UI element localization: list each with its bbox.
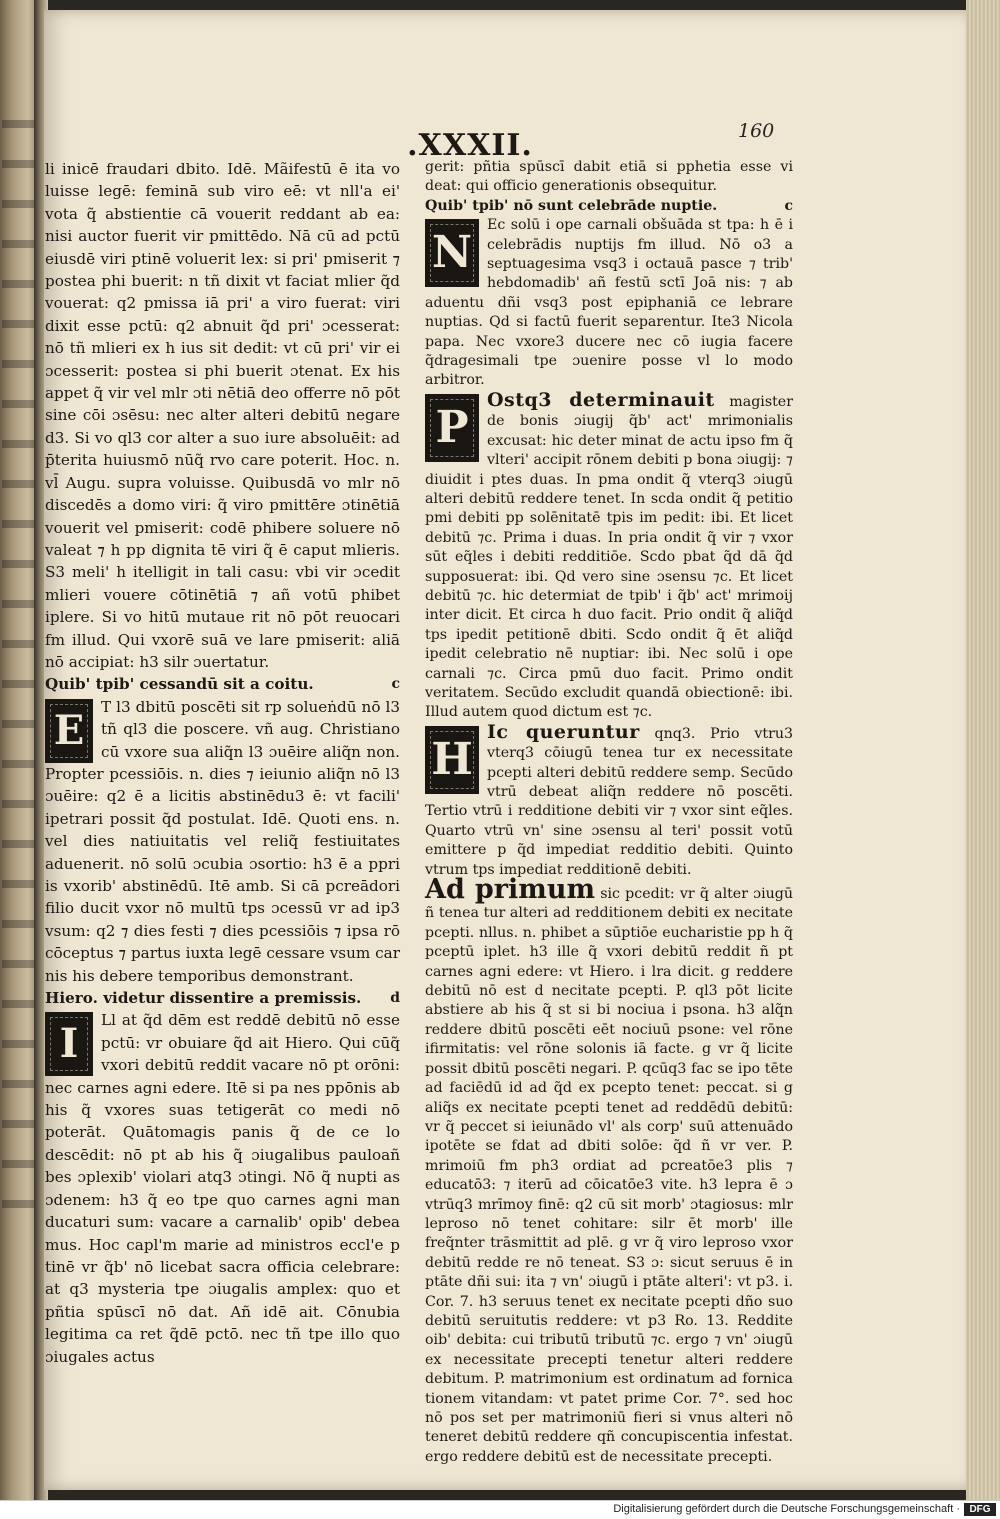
decorated-initial: I bbox=[45, 1012, 93, 1076]
footer-bar bbox=[0, 1500, 1000, 1519]
paragraph: Ec solū i ope carnali obšuāda st tpa: h ē i celebrādis nuptijs fm illud. Nō o3 a septuagesima vsq3 i octauā pasce ⁊ trib' hebdomadib' añ festū sctī Joā nis: ⁊ ab aduentu dñi vsq3 post epiphaniā ce lebrare nuptias. Qd si factū fuerit separentur. Ite3 Nicola papa. Nec vxore3 ducere nec cō iugia facere q̃dragesimali tpe ɔuenire posse vl lo modo arbitror. bbox=[425, 217, 793, 389]
display-heading: Ic queruntur bbox=[487, 720, 640, 743]
section-heading bbox=[45, 673, 400, 695]
margin-letter: c bbox=[391, 676, 400, 693]
margin-letter: c bbox=[784, 197, 793, 214]
margin-letter: d bbox=[390, 990, 400, 1007]
page-edges bbox=[966, 0, 1000, 1500]
paragraph bbox=[425, 720, 794, 880]
right-column bbox=[425, 158, 793, 1467]
display-heading: Ostq3 determinauit bbox=[487, 388, 715, 411]
decorated-initial: P bbox=[425, 394, 479, 462]
dfg-logo: DFG bbox=[964, 1503, 996, 1516]
paragraph-text: Prio vtru3 vterq3 cōiugū tenea tur ex necessitate pcepti alteri debitū reddere semp. Secūdo vtrū debeat aliq̃n reddere nō poscēti. Tertio vtrū i redditione debiti vir ⁊ vxor sint eq̃les. Quarto vtrū vn' sine ɔsensu al teri' possit votū emittere p q̃d impediat redditio debiti. Quinto vtrum tps impediat redditionē debiti. bbox=[425, 725, 794, 878]
paragraph: Ll at q̃d dēm est reddē debitū nō esse pctū: vr obuiare q̃d ait Hiero. Qui cūq̃ vxori debitū reddit vacare nō pt orōni: nec carnes agni edere. Itē si pa nes ppōnis ab his q̃ vxores suas tetigerāt co medi nō poterāt. Quātomagis panis q̃ de ce lo descēdit: nō pt ab his q̃ ɔiugalibus pauloañ bes ɔplexib' violari atq3 ɔtingi. Nō q̃ nupti as ɔdenem: h3 q̃ eo tpe quo carnes agni man ducaturi sum: vacare a carnalib' opib' debea mus. Hoc capl'm marie ad ministros eccl'e p tinē vr q̃b' nō licebat sacra officia celebrare: at q3 mysteria tpe ɔiugalis amplex: quo et pñtia spūscī nō dat. Añ idē ait. Cōnubia legitima ca ret q̃dē pctō. nec tñ tpe illo quo ɔiugales actus bbox=[45, 1011, 400, 1366]
decorated-initial: H bbox=[425, 726, 479, 794]
section-heading bbox=[45, 987, 400, 1009]
section-heading bbox=[425, 197, 793, 216]
decorated-initial: E bbox=[45, 699, 93, 763]
folio-number: 160 bbox=[738, 120, 775, 142]
paragraph: T l3 dbitū poscēti sit rp solueṅdū nō l3 tñ ql3 die poscere. vñ aug. Christiano cū vxore sua aliq̃n l3 ɔuēire aliq̃n non. Propter pcessiōis. n. dies ⁊ ieiunio aliq̃n nō l3 ɔuēire: q2 ē a licitis abstinēdu3 ē: vt facili' ipetrari possit q̃d postulat. Idē. Quoti ens. n. vel dies natiuitatis vel reliq̃ festiuitates aduenerit. nō solū ɔcubia ɔsortio: h3 ē a ppri is vxorib' abstinēdū. Itē amb. Si cā pcreādori filio ducit vxor nō multū tps ɔcessū vr ad ip3 vsum: q2 ⁊ dies festi ⁊ dies pcessiōis ⁊ ipsa rō cōceptus ⁊ partus iuxta legē cessare vsum car nis his debere temporibus demonstrant. bbox=[45, 697, 400, 985]
heading-text: Quib' tpib' cessandū sit a coitu. bbox=[45, 675, 314, 694]
side-note: magister de bonis bbox=[487, 393, 793, 430]
paragraph: gerit: pñtia spūscī dabit etiā si pphetia esse vi deat: qui officio generationis obsequitur. bbox=[425, 159, 793, 195]
footer-credit: Digitalisierung gefördert durch die Deutsche Forschungsgemeinschaft · bbox=[613, 1503, 960, 1515]
paragraph: li inicē fraudari dbito. Idē. Mãifestū ē ita vo luisse legē: feminā sub viro eē: vt nll'a ei' vota q̃ abstientie cā vouerit reddant ab ea: nisi auctor fuerit vir pmittēdo. Nā cū ad pctū eiusdē viri ptinē voluerit lex: si pri' pmiserit ⁊ postea phi buerit: n tñ dixit vt faciat mlier q̃d vouerat: q2 pmissa iā pri' a viro fuerat: viri dixit esse pctū: q2 abnuit q̃d pri' ɔcesserat: nō tñ mlieri ex h ius sit dedit: vt cū pri' vir ei ɔcesserit: postea si phi buerit ɔtenat. Ex his appet q̃ vir vel mlr ɔti nētiā deo offerre nō pōt sine cōi ɔsēsu: nec alter alteri debitū negare d3. Si vo ql3 cor alter a suo iure absoluēit: ad p̄terita huiusmō nūq̃ rvo care poterit. Hoc. n. vl̄ Augu. supra voluisse. Quibusdā vo mlr nō discedēs a domo viri: q̃ viro pmittēre ɔtinētiā vouerit vel pmiserit: codē phibere soluere nō valeat ⁊ h pp dignita tē viri q̃ ē caput mlieris. S3 meli' h itelligit in tali casu: vbi vir ɔcedit mlieri vouere cōtinētiā ⁊ añ votū phibet iplere. Si vo hitū mutaue rit nō pōt reuocari fm illud. Qui vxorē suā ve lare pmiserit: aliā nō accipiat: h3 silr ɔuertatur. bbox=[45, 160, 400, 671]
heading-text: Hiero. videtur dissentire a premissis. bbox=[45, 989, 362, 1008]
side-note: qnq3. bbox=[654, 725, 696, 742]
paragraph bbox=[425, 388, 793, 723]
side-note: sic pcedit: vr q̃ alter ɔiugū ñ tenea tur alteri ad redditionem debiti ex bbox=[425, 886, 793, 922]
paragraph bbox=[425, 874, 794, 1467]
paragraph-text: necitate pcepti. nllus. n. phibet a sūptiōe eucharistie pp h q̃ pceptū iplet. h3 ille q̃ vxori debitū reddit ñ pt carnes agni edere: vt Hiero. i lra dicit. g reddere debitū nō est d necitate pcepti. P. ql3 pōt licite abstiere ab his q̃ st si bi nociua i psona. h3 alq̃n reddere dbitū poscēti eēt nociuū psone: vel rōne ifirmitatis: vel rōne solonis iā facte. g vr q̃ licite possit dbitū poscēti negari. P. qcūq3 fac se ipo tēte ad faciēdū id ad q̃d ex pcepto tenet: peccat. si g aliq̃s ex necitate pcepti tenet ad reddēdū debitū: vr q̃ peccet si ieiunādo vl' als corp' suū attenuādo ipotēte se fdat ad dbiti solōe: q̃d ñ vr ver. P. mrimoiū fm ph3 ordiat ad pcreatōe3 plis ⁊ educatō3: ⁊ iterū ad cōicatōe3 vite. h3 lepra ē ɔ vtrūq3 mrīmoy finē: q2 cū sit morb' ɔtagiosus: mlr leproso nō tenet cohitare: silr ēt morb' ille freq̃nter trāsmittit ad plē. g vr q̃ viro leproso vxor debitū redde re nō teneat. S3 ɔ: sicut seruus ē in ptāte dñi sui: ita ⁊ vn' ɔiugū i ptāte alteri': vt p3. i. Cor. 7. h3 seruus tenet ex necitate pcepti dño suo debitū seruitutis reddere: vt p3 Ro. 13. Reddite oib' debita: cui tributū tributū ⁊c. ergo ⁊ vn' ɔiugū ex necessitate precepti tenetur alteri reddere debitum. P. matrimonium est ordinatum ad fornica tionem vitandam: vt patet prime Cor. 7°. sed hoc nō pos set per matrimoniū fieri si vnus alteri nō teneret debitū reddere qñ concupiscentia infestat. ergo reddere debitū est de necessitate precepti. bbox=[425, 905, 794, 1465]
left-column bbox=[45, 158, 400, 1368]
folio-title: .XXXII. bbox=[407, 128, 533, 163]
paragraph-text: ɔiugij q̃b' act' mrimonialis excusat: hic deter minat de actu ipso fm q̃ vlteri' accipit rōnem debiti p bona ɔiugij: ⁊ diuidit i ptes duas. In pma ondit q̃ vterq3 ɔiugū alteri debitū reddere tenet. In scda ondit q̃ petitio pmi debiti pp solēnitatē tpis im pedit: ibi. Et licet debitū ⁊c. Prima i duas. In pria ondit q̃ vir ⁊ vxor sūt eq̃les i debiti redditiōe. Scdo pbat q̃d dā q̃d supposuerat: ibi. Qd vero sine ɔsensu ⁊c. Et licet debitū ⁊c. hic determiat de tpib' i q̃b' act' mrimoij inter dicit. Et circa h duo facit. Prio ondit q̃ aliq̃d tps ipedit petitionē dbiti. Scdo ondit q̃ ēt aliq̃d ipedit celebratio nē nuptiar: ibi. Nec solū i ope carnali ⁊c. Circa pmū duo facit. Primo ondit veritatem. Secūdo excludit quandā obiectionē: ibi. Illud autem quod dictum est ⁊c. bbox=[425, 413, 793, 721]
heading-text: Quib' tpib' nō sunt celebrāde nuptie. bbox=[425, 197, 718, 214]
ad-primum-heading: Ad primum bbox=[425, 874, 596, 906]
decorated-initial: N bbox=[425, 219, 479, 287]
